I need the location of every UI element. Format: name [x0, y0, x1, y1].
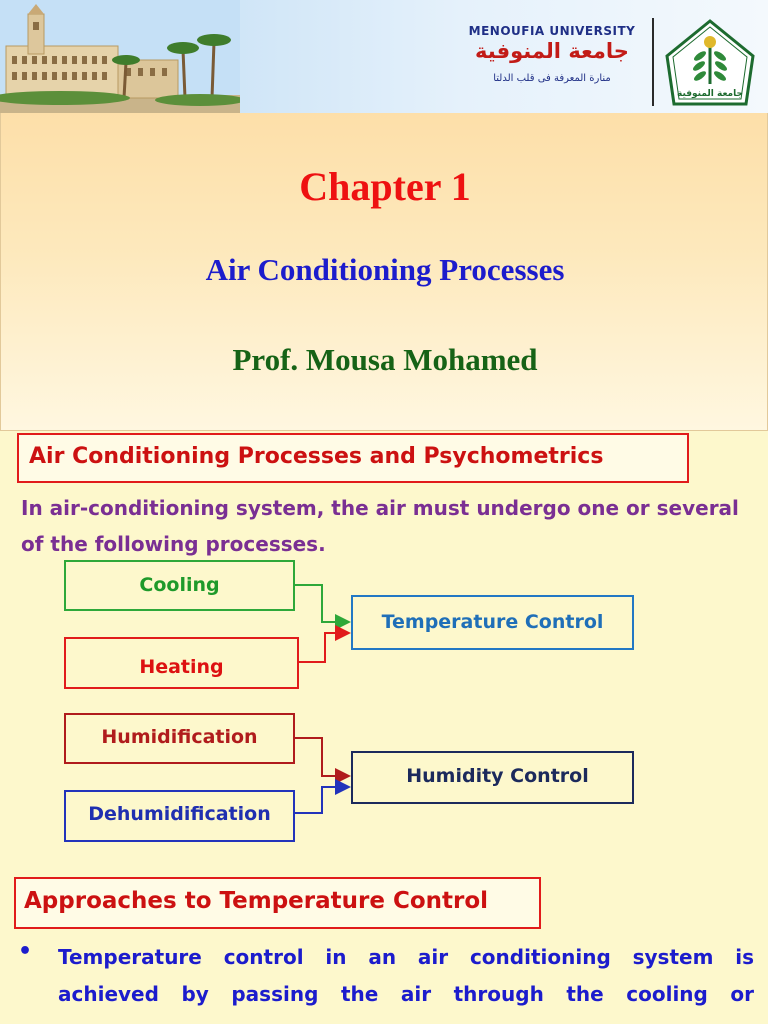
- author-name: Prof. Mousa Mohamed: [232, 342, 538, 377]
- bullet-text: Temperature control in an air conditioning system is achieved by passing the air through the cooling or: [58, 945, 754, 1006]
- humidification-box: Humidification: [64, 713, 295, 764]
- section-heading-processes: Air Conditioning Processes and Psychometrics: [17, 433, 689, 483]
- chapter-title: Chapter 1: [299, 164, 471, 209]
- chapter-subtitle: Air Conditioning Processes: [205, 252, 565, 287]
- connector-cooling: [295, 585, 349, 622]
- section-heading-approaches: Approaches to Temperature Control: [14, 877, 541, 929]
- cooling-box: Cooling: [64, 560, 295, 611]
- university-name-en: MENOUFIA UNIVERSITY: [468, 24, 636, 38]
- connector-humidification: [295, 738, 349, 776]
- university-tagline: منارة المعرفة فى قلب الدلتا: [493, 73, 611, 84]
- logo-caption: جامعة المنوفية: [677, 89, 743, 99]
- connector-heating: [299, 633, 349, 662]
- heating-box: Heating: [64, 637, 299, 689]
- intro-paragraph: In air-conditioning system, the air must undergo one or several of the following processes.: [21, 496, 739, 556]
- bullet-marker: •: [18, 939, 33, 964]
- humidity-control-box: Humidity Control: [351, 751, 634, 804]
- temperature-control-box: Temperature Control: [351, 595, 634, 650]
- connector-dehumidification: [295, 787, 349, 813]
- university-name-ar: جامعة المنوفية: [475, 39, 629, 63]
- dehumidification-box: Dehumidification: [64, 790, 295, 842]
